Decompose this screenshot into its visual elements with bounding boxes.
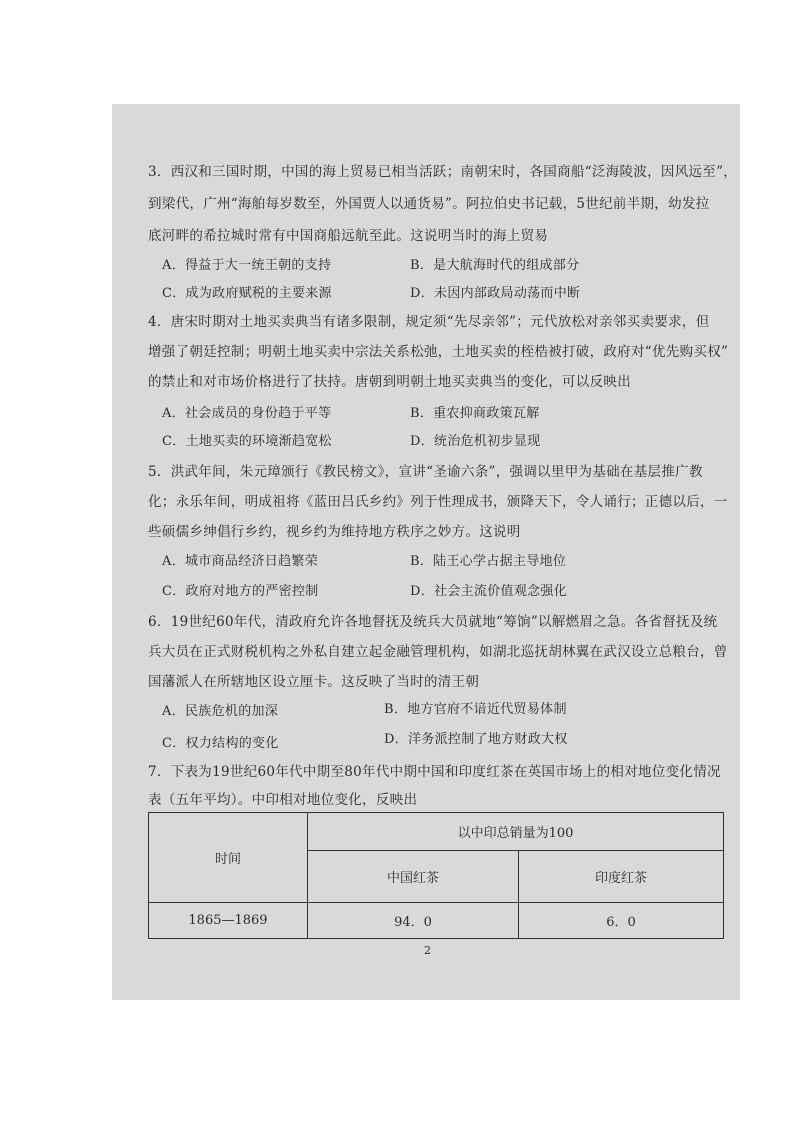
q6-option-a[interactable]: A．民族危机的加深 xyxy=(162,704,279,719)
q6-option-d[interactable]: D．洋务派控制了地方财政大权 xyxy=(384,732,568,747)
q4-option-c[interactable]: C．土地买卖的环境渐趋宽松 xyxy=(162,434,332,449)
q5-option-b[interactable]: B．陆王心学占据主导地位 xyxy=(410,554,567,569)
q5-option-d[interactable]: D．社会主流价值观念强化 xyxy=(410,584,568,599)
q4-stem-line: 增强了朝廷控制；明朝土地买卖中宗法关系松弛，土地买卖的桎梏被打破，政府对“优先购买权” xyxy=(148,344,729,360)
q5-stem-line: 5．洪武年间，朱元璋颁行《教民榜文》，宣讲“圣谕六条”，强调以里甲为基础在基层推广教 xyxy=(148,464,703,480)
table-cell-china: 94．0 xyxy=(308,903,519,939)
q4-stem-line: 的禁止和对市场价格进行了扶持。唐朝到明朝土地买卖典当的变化，可以反映出 xyxy=(148,374,631,390)
table-row xyxy=(149,903,724,939)
q3-option-d[interactable]: D．未因内部政局动荡而中断 xyxy=(410,286,581,301)
q3-option-a[interactable]: A．得益于大一统王朝的支持 xyxy=(162,258,332,273)
q6-option-b[interactable]: B．地方官府不谙近代贸易体制 xyxy=(384,702,567,717)
q6-stem-line: 国藩派人在所辖地区设立厘卡。这反映了当时的清王朝 xyxy=(148,674,480,690)
q3-stem-line: 到梁代，广州“海舶每岁数至，外国贾人以通货易”。阿拉伯史书记载，5世纪前半期，幼发拉 xyxy=(148,196,710,212)
table-header-group: 以中印总销量为100 xyxy=(308,813,724,851)
page-number: 2 xyxy=(424,944,431,957)
q5-stem-line: 化；永乐年间，明成祖将《蓝田吕氏乡约》列于性理成书，颁降天下，令人诵行；正德以后，一 xyxy=(148,494,728,510)
q6-stem-line: 6．19世纪60年代，清政府允许各地督抚及统兵大员就地“筹饷”以解燃眉之急。各省督抚及统 xyxy=(148,614,718,630)
table-header-time: 时间 xyxy=(149,813,308,903)
q5-option-a[interactable]: A．城市商品经济日趋繁荣 xyxy=(162,554,318,569)
q5-option-c[interactable]: C．政府对地方的严密控制 xyxy=(162,584,319,599)
q4-stem-line: 4．唐宋时期对土地买卖典当有诸多限制，规定须“先尽亲邻”；元代放松对亲邻买卖要求，但 xyxy=(148,314,710,330)
q5-stem-line: 些硕儒乡绅倡行乡约，视乡约为维持地方秩序之妙方。这说明 xyxy=(148,524,521,540)
table-cell-period: 1865—1869 xyxy=(149,903,308,939)
q3-stem-line: 底河畔的希拉城时常有中国商船远航至此。这说明当时的海上贸易 xyxy=(148,228,549,244)
q4-option-a[interactable]: A．社会成员的身份趋于平等 xyxy=(162,406,332,421)
q4-option-d[interactable]: D．统治危机初步显现 xyxy=(410,434,541,449)
q6-option-c[interactable]: C．权力结构的变化 xyxy=(162,736,279,751)
q7-stem-line: 表（五年平均）。中印相对地位变化，反映出 xyxy=(148,792,418,808)
q4-option-b[interactable]: B．重农抑商政策瓦解 xyxy=(410,406,540,421)
table-header-china: 中国红茶 xyxy=(308,851,519,903)
exam-page xyxy=(112,104,740,1000)
q3-stem-line: 3．西汉和三国时期，中国的海上贸易已相当活跃；南朝宋时，各国商船“泛海陵波，因风远至”， xyxy=(148,164,738,180)
table-cell-india: 6．0 xyxy=(519,903,724,939)
tea-market-table xyxy=(148,812,724,939)
q7-stem-line: 7．下表为19世纪60年代中期至80年代中期中国和印度红茶在英国市场上的相对地位变化情况 xyxy=(148,764,721,780)
q3-option-c[interactable]: C．成为政府赋税的主要来源 xyxy=(162,286,332,301)
table-header-india: 印度红茶 xyxy=(519,851,724,903)
q6-stem-line: 兵大员在正式财税机构之外私自建立起金融管理机构，如湖北巡抚胡林翼在武汉设立总粮台，曾 xyxy=(148,644,728,660)
q3-option-b[interactable]: B．是大航海时代的组成部分 xyxy=(410,258,580,273)
